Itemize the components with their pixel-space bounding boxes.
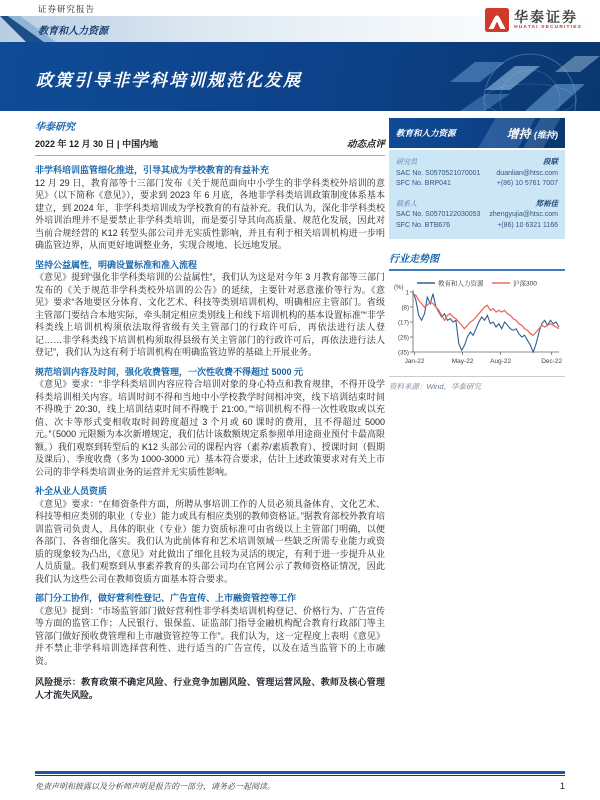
y-tick: (35) (397, 349, 409, 357)
section-3 (35, 366, 385, 479)
y-tick: 1 (405, 289, 409, 297)
footer-rule-thin (35, 775, 565, 776)
analyst-sac: SAC No. S0570521070001 (396, 169, 481, 177)
report-kind: 动态点评 (346, 139, 385, 150)
report-date: 2022 年 12 月 30 日 | 中国内地 (35, 139, 159, 149)
page-number: 1 (559, 780, 565, 791)
y-axis-unit: (%) (394, 284, 404, 291)
section-heading: 规范培训内容及时间，强化收费管理，一次性收费不得超过 5000 元 (35, 366, 304, 377)
industry-line (413, 292, 559, 352)
section-body: 《意见》提到“强化非学科类培训的公益属性”，我们认为这是对今年 3 月教育部等三部门发布的《关于规范非学科类校外培训的公告》的延续，主要针对恶意涨价等行为。《意见》要求“各地要区分体育、文化艺术、科技等类别培训机构，明确相应主管部门。省级主管部门要结合本地实际，牵头制定相应类别线上和线下培训机构的基本设置标准”“非学科类线上培训机构须依法取得省级有关主管部门的行政许可后，再依法进行法人登记……非学科类线下培训机构须取得县级有关主管部门的行政许可后，再依法进行法人登记”，我们认为这有利于培训机构在明确监管边界的基础上开展业务。 (35, 272, 385, 357)
legend-label-benchmark: 沪深300 (513, 280, 537, 288)
sector-tab: 教育和人力资源 (38, 26, 108, 37)
banner-decoration (300, 42, 600, 111)
section-4 (35, 485, 385, 585)
huatai-logo-icon (485, 8, 509, 32)
brand-logo (485, 8, 582, 32)
title-banner (0, 42, 600, 111)
section-body: 12 月 29 日，教育部等十三部门发布《关于规范面向中小学生的非学科类校外培训的意见》（以下简称《意见》），要求到 2023 年 6 月底，各地非学科类培训政策制度体系基本建立，到 2024 年，非学科类培训成为学校教育的有益补充。我们认为，深化非学科类校外培训治理并不是要禁止非学科类培训，而是要引导其向高质量、规范化发展，因此对当前合规经营的 K12 转型头部公司并无实质性影响，并且有利于相关培训机构进一步明确监管边界，从而更好地调整业务，实现合规地、长远地发展。 (35, 177, 385, 250)
analyst-phone: +(86) 10 6321 1166 (497, 221, 558, 229)
analyst-box (389, 150, 565, 239)
chart-source: 资料来源：Wind，华泰研究 (389, 376, 565, 392)
report-type-label: 证券研究报告 (38, 4, 96, 14)
meta-row (35, 136, 385, 156)
section-1 (35, 164, 385, 252)
y-tick: (17) (397, 319, 409, 327)
sidebar-sector-label: 教育和人力资源 (396, 128, 456, 138)
y-tick: (8) (401, 304, 409, 312)
section-heading: 部门分工协作，做好营利性登记、广告宣传、上市融资管控等工作 (35, 593, 297, 603)
brand-name-en: HUATAI SECURITIES (514, 24, 582, 30)
section-heading: 坚持公益属性，明确设置标准和准入流程 (35, 259, 198, 270)
section-body: 《意见》要求：“非学科类培训内容应符合培训对象的身心特点和教育规律，不得开设学科类培训相关内容。培训时间不得和当地中小学校教学时间相冲突，线下培训结束时间不得晚于 20:30，线上培训结束时间不得晚于 21:00。”“培训机构不得一次性收取或以充值、次卡等形式变相收取时间跨度超过 3 个月或 60 课时的费用，且不得超过 5000 元。”（5000 元限额为本次新增规定，我们估计该数额规定系参照单用途商业预付卡最高限额。）我们观察到转型后的 K12 头部公司的课程内容（素养/素质教育）、授课时间（假期及课后）、季度收费（多为 1000-3000 元）基本符合要求，估计上述政策要求对有关上市公司的非学科类培训业务的运营并无实质性影响。 (35, 379, 385, 477)
analyst-sfc: SFC No. BRP041 (396, 180, 451, 187)
risk-note: 风险提示：教育政策不确定风险、行业竞争加剧风险、管理运营风险、教师及核心管理人才流失风险。 (35, 677, 385, 700)
analyst-sac: SAC No. S0570122030053 (396, 211, 481, 218)
section-body: 《意见》提到：“市场监管部门做好营利性非学科类培训机构登记、价格行为、广告宣传等方面的监管工作；人民银行、银保监、证监部门指导金融机构配合教育行政部门等主管部门做好预收费管理和上市融资管控等工作”。我们认为，这一定程度上表明《意见》并不禁止非学科培训选择营利性、进行适当的广告宣传，以及在适当监管下的上市融资。 (35, 605, 385, 666)
section-5 (35, 592, 385, 667)
analyst-sfc: SFC No. BTB676 (396, 221, 451, 229)
rating-value (507, 125, 558, 142)
industry-trend-chart (389, 276, 565, 373)
analyst-role: 联系人 (396, 200, 417, 208)
x-tick: Aug-22 (490, 358, 512, 365)
sidebar (389, 118, 565, 392)
analyst-email: zhengyujia@htsc.com (489, 211, 558, 218)
footer-disclaimer: 免责声明和披露以及分析师声明是报告的一部分，请务必一起阅读。 (35, 781, 275, 791)
analyst-email: duanlian@htsc.com (496, 169, 558, 177)
x-tick: Dec-22 (541, 358, 563, 365)
section-heading: 补全从业人员资质 (35, 486, 108, 496)
chart-title: 行业走势图 (389, 250, 565, 271)
analyst-role: 研究员 (396, 159, 417, 166)
page-title: 政策引导非学科培训规范化发展 (36, 71, 302, 90)
rating-bar (389, 118, 565, 148)
analyst-phone: +(86) 10 5761 7007 (496, 180, 558, 187)
legend-label-industry: 教育和人力资源 (438, 280, 484, 288)
analyst-name: 郑裕佳 (535, 198, 558, 208)
main-column (35, 118, 385, 701)
footer-rule-thick (35, 771, 565, 774)
analyst-name: 段联 (543, 157, 558, 166)
section-2 (35, 259, 385, 359)
rating-text: 增持 (506, 126, 531, 141)
x-tick: Jan-22 (404, 358, 425, 365)
section-body: 《意见》要求：“在师资条件方面，所聘从事培训工作的人员必须具备体育、文化艺术、科技等相应类别的职业（专业）能力或具有相应类别的教师资格证。”据教育部校外教育培训监管司负责人，具体的职业（专业）能力资质标准可由省级以上主管部门明确，以便各部门、各省细化落实。我们认为此前体育和艺术培训领域一些缺乏所需专业能力或资质的现象较为凸出，《意见》对此做出了细化且较为灵活的规定，有利于进一步提升从业人员质量。我们观察到从事素养教育的头部公司均在官网公示了教师资格证情况，因此我们认为这些公司在教师资质方面基本符合要求。 (35, 498, 385, 584)
brand-name-cn: 华泰证券 (514, 8, 579, 25)
section-heading: 非学科培训监管细化推进，引导其成为学校教育的有益补充 (35, 165, 270, 175)
y-tick: (26) (397, 334, 409, 342)
footer (35, 771, 565, 792)
x-tick: May-22 (451, 358, 474, 365)
rating-status: (维持) (534, 129, 558, 140)
research-label: 华泰研究 (35, 122, 75, 133)
